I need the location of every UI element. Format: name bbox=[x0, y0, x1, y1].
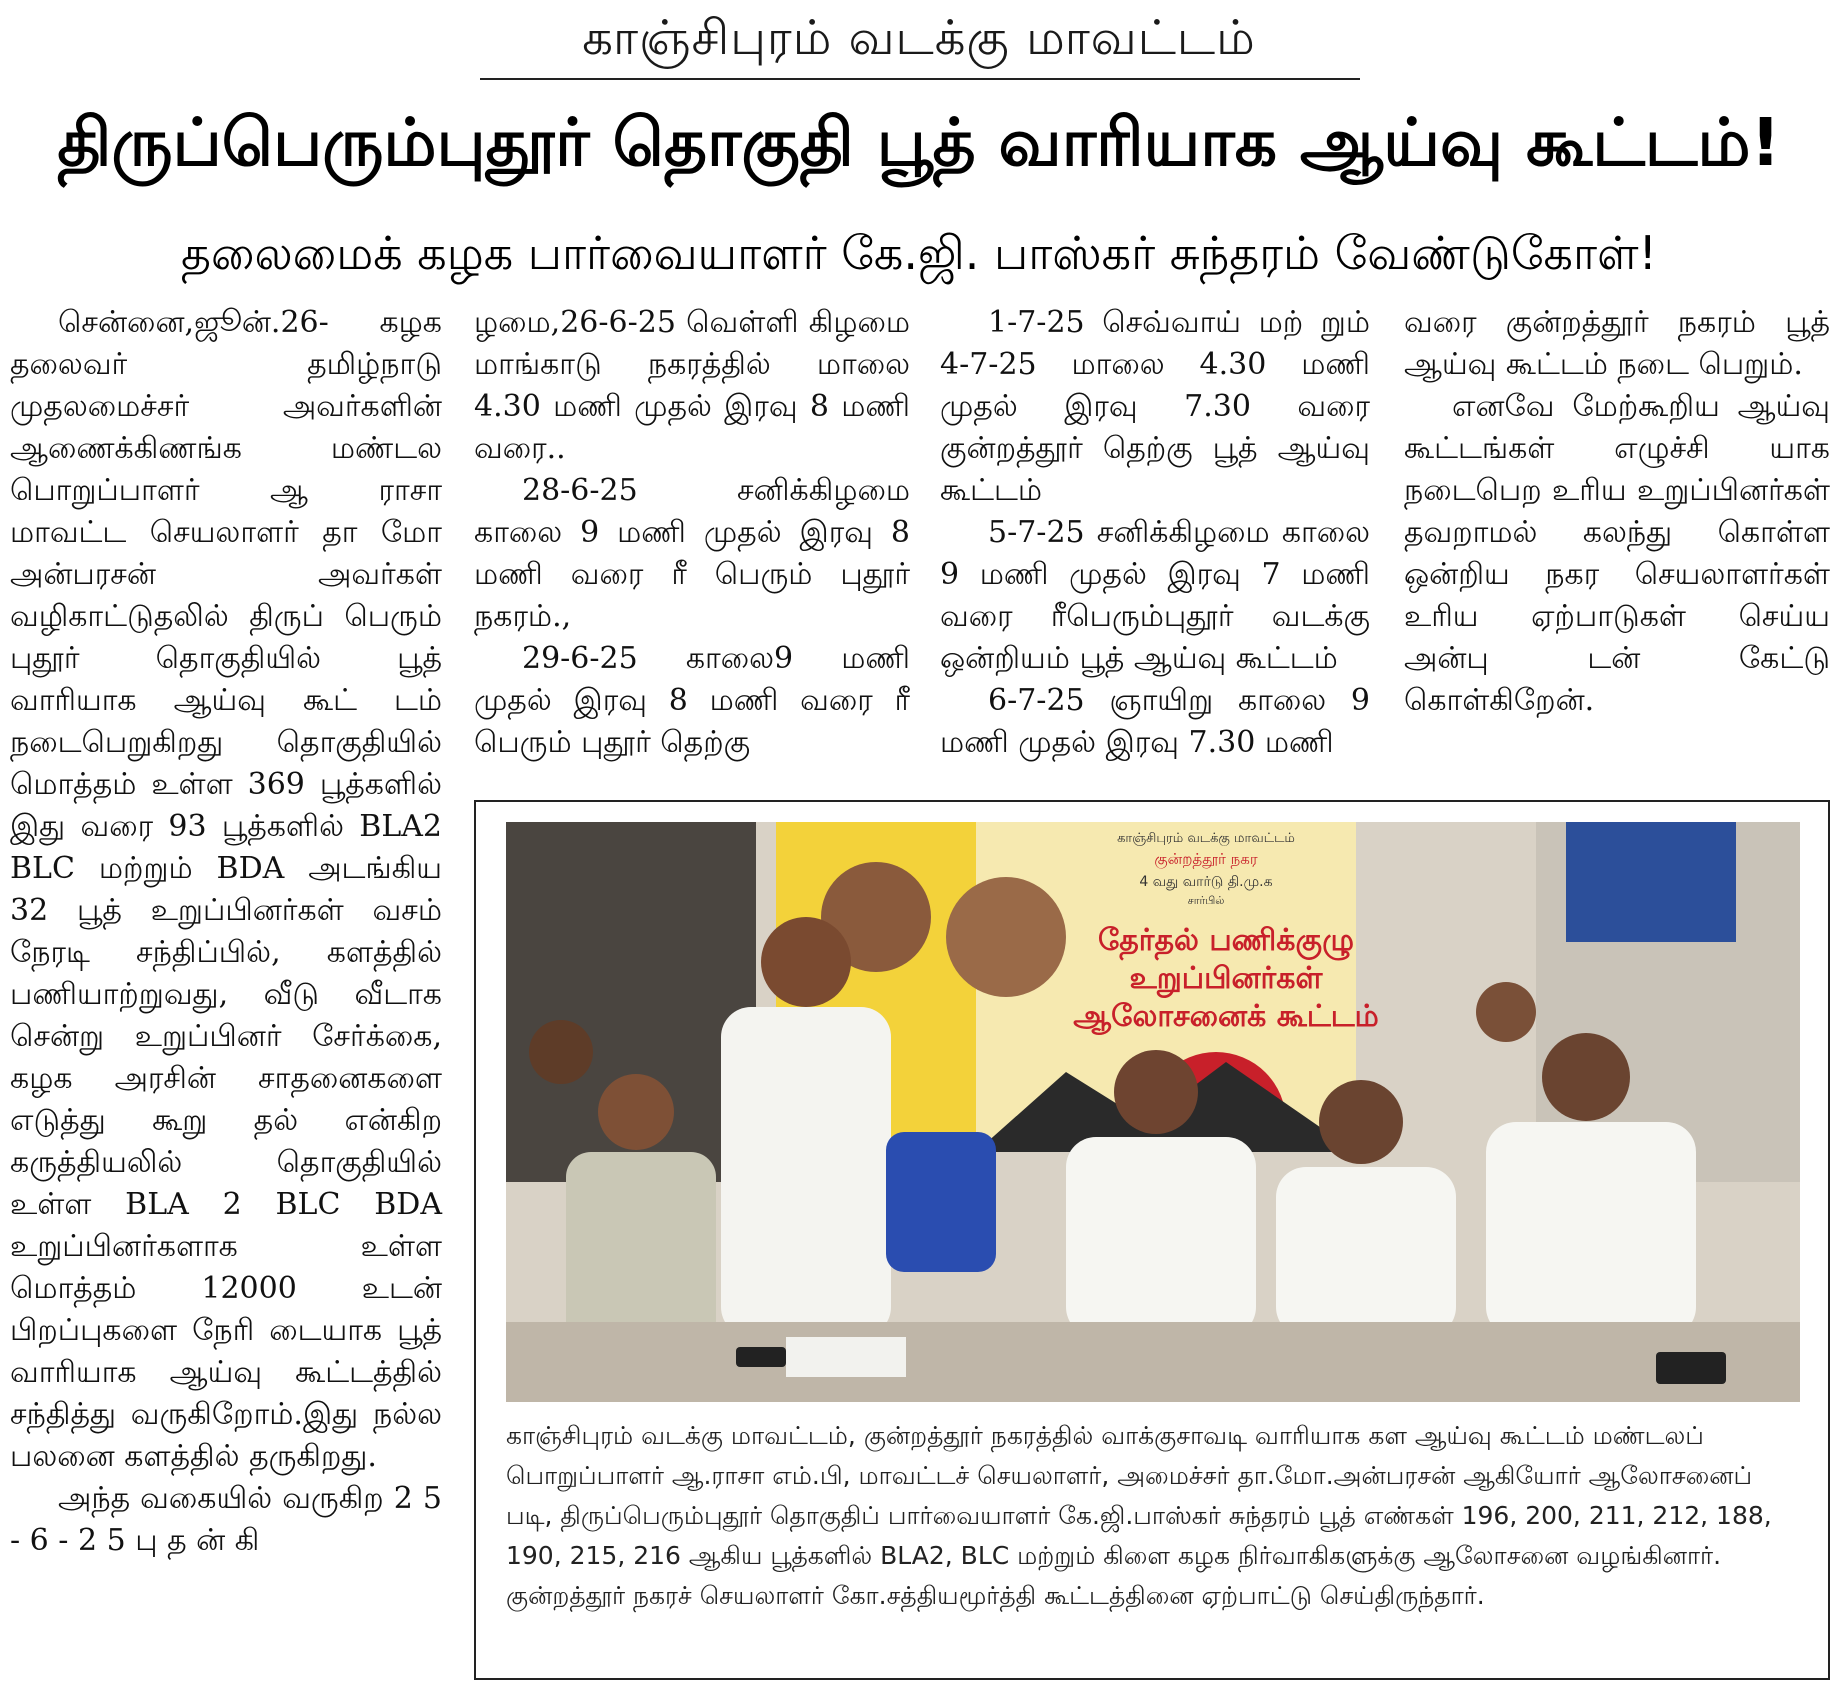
column-1-paragraph-2: அந்த வகையில் வருகிற 2 5 - 6 - 2 5 பு த ன் கி bbox=[10, 1481, 442, 1558]
table-papers bbox=[786, 1337, 906, 1377]
meeting-table bbox=[506, 1322, 1800, 1402]
photo-frame bbox=[474, 800, 1830, 1680]
column-4-paragraph-2: எனவே மேற்கூறிய ஆய்வு கூட்டங்கள் எழுச்சி யாக நடைபெற உரிய உறுப்பினர்கள் தவறாமல் கலந்து கொள்ள ஒன்றிய நகர செயலாளர்கள் உரிய ஏற்பாடுகள் செய்ய அன்பு டன் கேட்டு கொள்கிறேன். bbox=[1404, 389, 1830, 718]
person-back-right-head bbox=[1476, 982, 1536, 1042]
kicker-underline bbox=[480, 78, 1360, 80]
banner-portrait-2 bbox=[946, 877, 1066, 997]
article-column-4 bbox=[1404, 302, 1830, 722]
kicker-heading: காஞ்சிபுரம் வடக்கு மாவட்டம் bbox=[582, 10, 1256, 66]
banner-line-1: காஞ்சிபுரம் வடக்கு மாவட்டம் bbox=[1117, 831, 1295, 846]
person-woman-head bbox=[598, 1074, 674, 1150]
table-phone bbox=[736, 1347, 786, 1367]
column-4-paragraph-1: வரை குன்றத்தூர் நகரம் பூத் ஆய்வு கூட்டம் நடை பெறும். bbox=[1404, 305, 1830, 382]
person-seated-1-head bbox=[1114, 1050, 1198, 1134]
person-standing-head bbox=[761, 917, 851, 1007]
news-photo bbox=[506, 822, 1800, 1402]
person-back-head bbox=[529, 1020, 593, 1084]
person-standing-body bbox=[721, 1007, 891, 1337]
banner-title-line-3: ஆலோசனைக் கூட்டம் bbox=[1073, 999, 1379, 1034]
table-phone-right bbox=[1656, 1352, 1726, 1384]
column-3-paragraph-3: 6-7-25 ஞாயிறு காலை 9 மணி முதல் இரவு 7.30 மணி bbox=[940, 683, 1370, 760]
banner-title-line-2: உறுப்பினர்கள் bbox=[1129, 961, 1323, 996]
column-2-paragraph-1: ழமை,26-6-25 வெள்ளி கிழமை மாங்காடு நகரத்தில் மாலை 4.30 மணி முதல் இரவு 8 மணி வரை.. bbox=[474, 305, 910, 466]
banner-title-line-1: தேர்தல் பணிக்குழு bbox=[1097, 923, 1355, 958]
banner-line-3: 4 வது வார்டு தி.மு.க bbox=[1139, 874, 1273, 890]
column-2-paragraph-3: 29-6-25 காலை9 மணி முதல் இரவு 8 மணி வரை ரீ பெரும் புதூர் தெற்கு bbox=[474, 641, 910, 760]
person-seated-2-body bbox=[1276, 1167, 1456, 1337]
blue-chair bbox=[886, 1132, 996, 1272]
column-1-paragraph-1: சென்னை,ஜூன்.26- கழக தலைவர் தமிழ்நாடு முதலமைச்சர் அவர்களின் ஆணைக்கிணங்க மண்டல பொறுப்பாளர் ஆ ராசா மாவட்ட செயலாளர் தா மோ அன்பரசன் அவர்கள் வழிகாட்டுதலில் திருப் பெரும் புதூர் தொகுதியில் பூத் வாரியாக ஆய்வு கூட் டம் நடைபெறுகிறது தொகுதியில் மொத்தம் உள்ள 369 பூத்களில் இது வரை 93 பூத்களில் BLA2 BLC மற்றும் BDA அடங்கிய 32 பூத் உறுப்பினர்கள் வசம் நேரடி சந்திப்பில், களத்தில் பணியாற்றுவது, வீடு வீடாக சென்று உறுப்பினர் சேர்க்கை, கழக அரசின் சாதனைகளை எடுத்து கூறு தல் என்கிற கருத்தியலில் தொகுதியில் உள்ள BLA 2 BLC BDA உறுப்பினர்களாக உள்ள மொத்தம் 12000 உடன் பிறப்புகளை நேரி டையாக பூத் வாரியாக ஆய்வு கூட்டத்தில் சந்தித்து வருகிறோம்.இது நல்ல பலனை களத்தில் தருகிறது. bbox=[10, 305, 442, 1474]
person-seated-1-body bbox=[1066, 1137, 1256, 1337]
subheadline: தலைமைக் கழக பார்வையாளர் கே.ஜி. பாஸ்கர் சுந்தரம் வேண்டுகோள்! bbox=[181, 226, 1657, 280]
column-3-paragraph-1: 1-7-25 செவ்வாய் மற் றும் 4-7-25 மாலை 4.30 மணி முதல் இரவு 7.30 வரை குன்றத்தூர் தெற்கு பூத் ஆய்வு கூட்டம் bbox=[940, 305, 1370, 508]
banner-line-2: குன்றத்தூர் நகர bbox=[1154, 850, 1258, 868]
photo-caption bbox=[506, 1416, 1802, 1616]
banner-line-4: சார்பில் bbox=[1187, 894, 1225, 907]
article-column-2 bbox=[474, 302, 910, 764]
person-seated-2-head bbox=[1319, 1080, 1403, 1164]
caption-text: காஞ்சிபுரம் வடக்கு மாவட்டம், குன்றத்தூர் நகரத்தில் வாக்குசாவடி வாரியாக கள ஆய்வு கூட்டம் மண்டலப் பொறுப்பாளர் ஆ.ராசா எம்.பி, மாவட்டச் செயலாளர், அமைச்சர் தா.மோ.அன்பரசன் ஆகியோர் ஆலோசனைப் படி, திருப்பெரும்புதூர் தொகுதிப் பார்வையாளர் கே.ஜி.பாஸ்கர் சுந்தரம் பூத் எண்கள் 196, 200, 211, 212, 188, 190, 215, 216 ஆகிய பூத்களில் BLA2, BLC மற்றும் கிளை கழக நிர்வாகிகளுக்கு ஆலோசனை வழங்கினார். குன்றத்தூர் நகரச் செயலாளர் கோ.சத்தியமூர்த்தி கூட்டத்தினை ஏற்பாட்டு செய்திருந்தார். bbox=[506, 1421, 1772, 1610]
column-2-paragraph-2: 28-6-25 சனிக்கிழமை காலை 9 மணி முதல் இரவு 8 மணி வரை ரீ பெரும் புதூர் நகரம்., bbox=[474, 473, 910, 634]
column-3-paragraph-2: 5-7-25 சனிக்கிழமை காலை 9 மணி முதல் இரவு 7 மணி வரை ரீபெரும்புதூர் வடக்கு ஒன்றியம் பூத் ஆய்வு கூட்டம் bbox=[940, 515, 1370, 676]
headline: திருப்பெரும்புதூர் தொகுதி பூத் வாரியாக ஆய்வு கூட்டம்! bbox=[57, 104, 1781, 181]
article-column-1 bbox=[10, 302, 442, 1562]
article-column-3 bbox=[940, 302, 1370, 764]
person-seated-3-head bbox=[1542, 1033, 1630, 1121]
meeting-photo-illustration bbox=[506, 822, 1800, 1402]
person-top-right bbox=[1566, 822, 1736, 942]
person-seated-3-body bbox=[1486, 1122, 1696, 1337]
